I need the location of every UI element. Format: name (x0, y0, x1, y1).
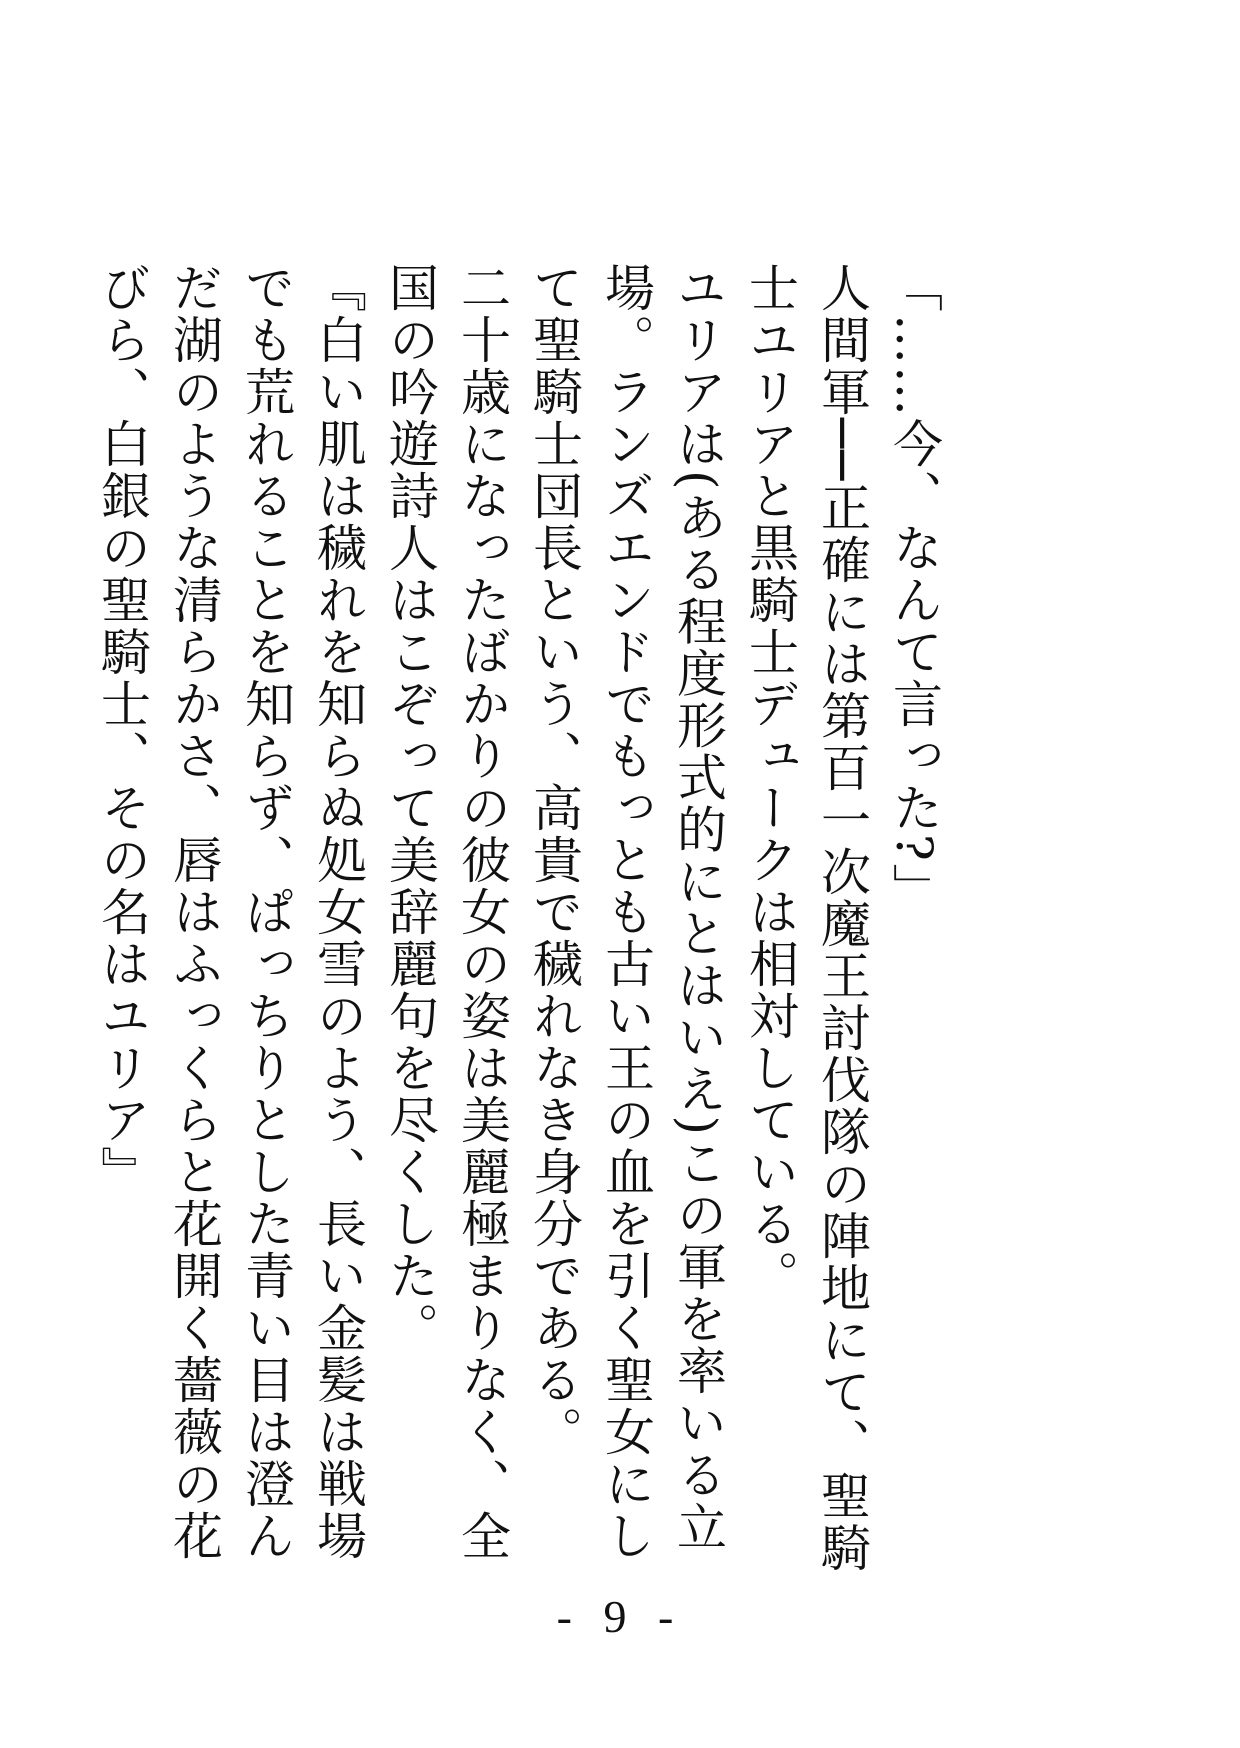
paragraph-poem: 『白い肌は穢れを知らぬ処女雪のよう、長い金髪は戦場でも荒れることを知らず、ぱっちりとした青い目は澄んだ湖のような清らかさ、唇はふっくらと花開く薔薇の花びら、白銀の聖騎士、その名はユリア』 (93, 262, 367, 1562)
paragraph-yuria-status: ユリアは(ある程度形式的にとはいえ)この軍を率いる立場。ランズエンドでもっとも古い王の血を引く聖女にして聖騎士団長という、高貴で穢れなき身分である。 (525, 262, 727, 1562)
paragraph-camp: 人間軍──正確には第百一次魔王討伐隊の陣地にて、聖騎士ユリアと黒騎士デュークは相対している。 (741, 262, 871, 1575)
paragraph-yuria-appearance: 二十歳になったばかりの彼女の姿は美麗極まりなく、全国の吟遊詩人はこぞって美辞麗句を尽くした。 (381, 262, 511, 1562)
paragraph-dialogue: 「……今、なんて言った?」 (885, 262, 943, 915)
vertical-text-block (86, 262, 950, 1602)
page-number: - 9 - (556, 1591, 684, 1642)
